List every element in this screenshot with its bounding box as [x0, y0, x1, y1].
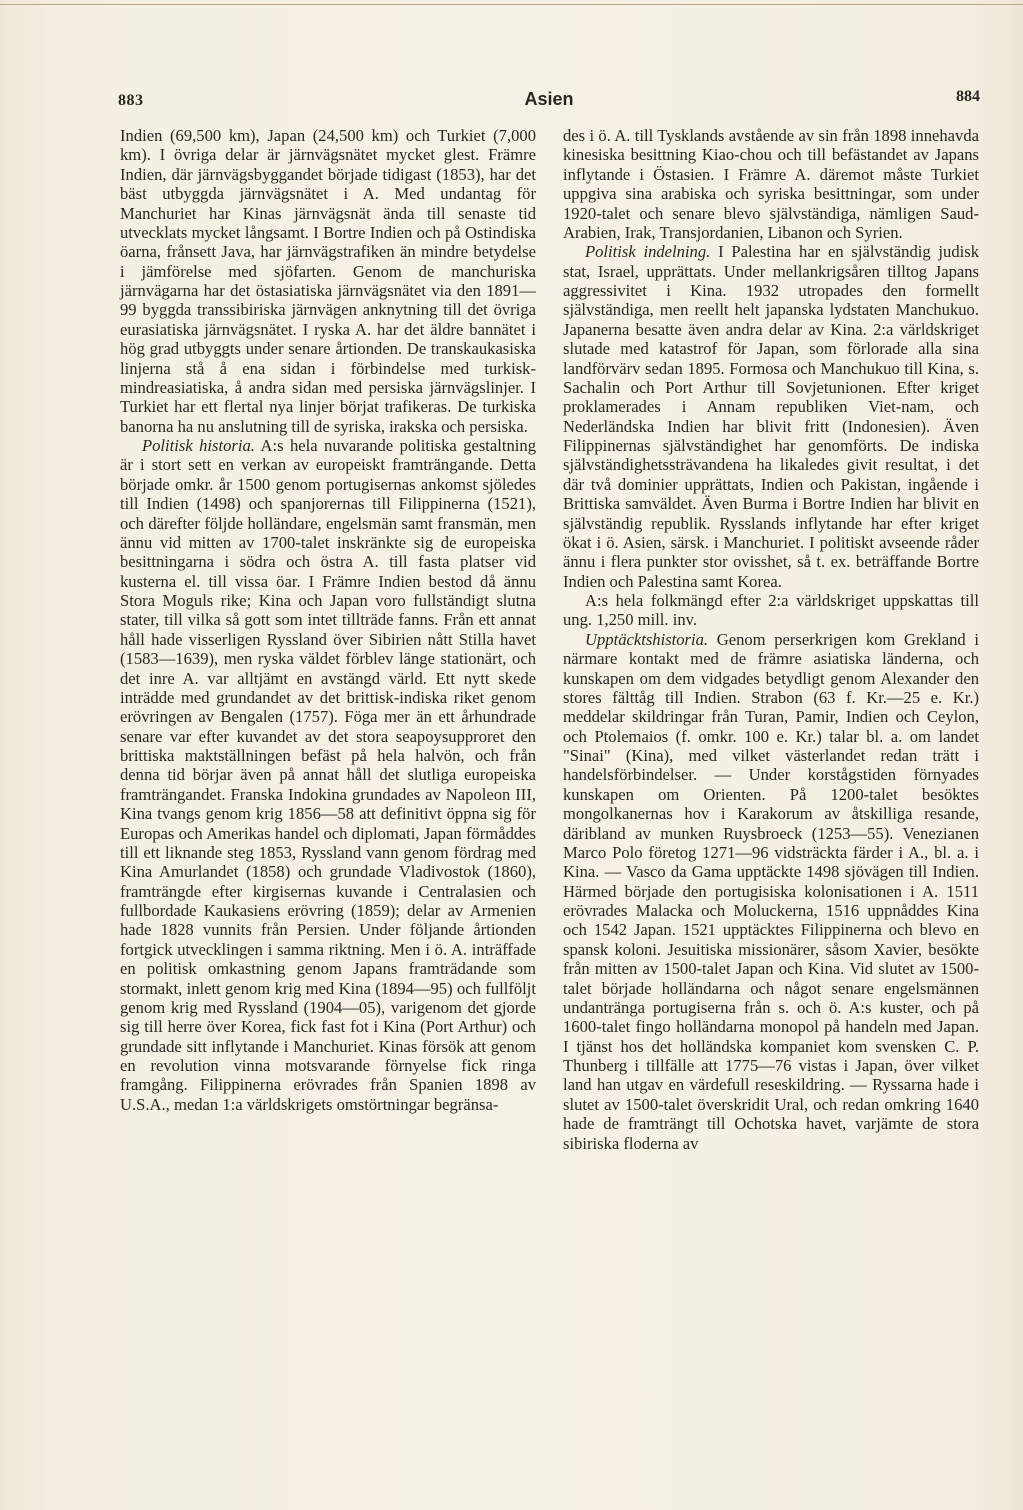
page-header	[118, 88, 980, 114]
paragraph-text: A:s hela nuvarande politiska gestaltning är i stort sett en verkan av europeiskt framträngande. Detta började omkr. år 1500 genom portugisernas ankomst sjöledes till Indien (1498) och spanjorernas till Filippinerna (1521), och därefter följde holländare, engelsmän samt fransmän, men ännu vid mitten av 1700-talet inskränkte sig de europeiska besittningarna i södra och östra A. till fasta platser vid kusterna el. till vissa öar. I Främre Indien bestod då ännu Stora Moguls rike; Kina och Japan voro fullständigt slutna stater, till vilka så gott som intet tillträde fanns. Från ett annat håll hade visserligen Ryssland över Sibirien nått Stilla havet (1583—1639), men ryska väldet förblev länge stationärt, och det inre A. var alltjämt en avstängd värld. Ett nytt skede inträdde med grundandet av det brittisk-indiska riket genom erövringen av Bengalen (1757). Föga mer än ett århundrade senare var efter kuvandet av det stora seapoysupproret den brittiska maktställningen befäst på hela halvön, och från denna tid börjar även på annat håll det slutliga europeiska framträngandet. Franska Indokina grundades av Napoleon III, Kina tvangs genom krig 1856—58 att definitivt öppna sig för Europas och Amerikas handel och diplomati, Japan förmåddes till ett liknande steg 1853, Ryssland vann genom fördrag med Kina Amurlandet (1858) och grundade Vladivostok (1860), framträngde efter kirgisernas kuvande i Centralasien och fullbordade Kaukasiens erövring (1859); delar av Armenien hade 1828 vunnits från Persien. Under följande årtionden fortgick utvecklingen i samma riktning. Men i ö. A. inträffade en politisk omkastning genom Japans framträdande som stormakt, inlett genom krig med Kina (1894—95) och fullföljt genom krig med Ryssland (1904—05), varigenom det gjorde sig till herre över Korea, fick fast fot i Kina (Port Arthur) och grundade sitt inflytande i Manchuriet. Kinas försök att genom en revolution vinna motsvarande förnyelse fick ringa framgång. Filippinerna erövrades från Spanien 1898 av U.S.A., medan 1:a världskrigets omstörtningar begränsa-	[120, 436, 537, 1114]
top-edge-line	[0, 4, 1023, 5]
paragraph: A:s hela folkmängd efter 2:a världskriget uppskattas till ung. 1,250 mill. inv.	[563, 591, 979, 630]
section-heading: Upptäcktshistoria.	[585, 629, 709, 649]
paragraph-text: Genom perserkrigen kom Grekland i närmare kontakt med de främre asiatiska länderna, och kunskapen om dem vidgades betydligt genom Alexander den stores fälttåg till Indien. Strabon (63 f. Kr.—25 e. Kr.) meddelar skildringar från Turan, Pamir, Indien och Ceylon, och Ptolemaios (f. omkr. 100 e. Kr.) talar bl. a. om landet "Sinai" (Kina), med vilket västerlandet redan trätt i handelsförbindelser. — Under korstågstiden förnyades kunskapen om Orienten. På 1200-talet besöktes mongolkanernas hov i Karakorum av åtskilliga resande, däribland av munken Ruysbroeck (1253—55). Venezianen Marco Polo företog 1271—96 vidsträckta färder i A., bl. a. i Kina. — Vasco da Gama upptäckte 1498 sjövägen till Indien. Härmed började den portugisiska kolonisationen i A. 1511 erövrades Malacka och Moluckerna, 1516 uppnåddes Kina och 1542 Japan. 1521 upptäcktes Filippinerna och blevo en spansk koloni. Jesuitiska missionärer, såsom Xavier, besökte från mitten av 1500-talet Japan och Kina. Vid slutet av 1500-talet började holländarna och något senare engelsmännen undantränga portugiserna från s. och ö. A:s kuster, och på 1600-talet fingo holländarna monopol på handeln med Japan. I tjänst hos det holländska kompaniet kom svensken C. P. Thunberg i tillfälle att 1775—76 vistas i Japan, över vilket land han utgav en värdefull reseskildring. — Ryssarna hade i slutet av 1500-talet överskridit Ural, och redan omkring 1640 hade de framträngt till Ochotska havet, varjämte de stora sibiriska floderna av	[563, 629, 979, 1153]
paragraph	[120, 436, 536, 1114]
paragraph	[563, 630, 979, 1153]
paragraph: des i ö. A. till Tysklands avstående av sin från 1898 innehavda kinesiska besittning Kiao-chou och till befästandet av Japans inflytande i Östasien. I Främre A. däremot måste Turkiet uppgiva sina arabiska och syriska besittningar, som under 1920-talet och senare blevo självständiga, nämligen Saud-Arabien, Irak, Transjordanien, Libanon och Syrien.	[563, 126, 979, 242]
paragraph-text: I Palestina har en självständig judisk stat, Israel, upprättats. Under mellankrigsåren tilltog Japans aggressivitet i Kina. 1932 utropades den formellt självständiga, men reellt helt japanska lydstaten Manchukuo. Japanerna besatte även andra delar av Kina. 2:a världskriget slutade med katastrof för Japan, som förlorade alla sina landförvärv sedan 1895. Formosa och Manchukuo till Kina, s. Sachalin och Port Arthur till Sovjetunionen. Efter kriget proklamerades i Annam republiken Viet-nam, och Nederländska Indien har blivit fritt (Indonesien). Även Filippinernas självständighet har genomförts. De indiska självständighetssträvandena ha likaledes givit resultat, i det där två dominier upprättats, Indien och Pakistan, ingående i Brittiska samväldet. Även Burma i Bortre Indien har blivit en självständig republik. Rysslands inflytande har efter kriget ökat i ö. Asien, särsk. i Manchuriet. I politiskt avseende råder ännu i flera punkter stor ovisshet, så t. ex. beträffande Bortre Indien och Palestina samt Korea.	[563, 242, 979, 591]
page-number-left: 883	[118, 92, 144, 109]
page-number-right: 884	[956, 88, 980, 105]
paragraph: Indien (69,500 km), Japan (24,500 km) och Turkiet (7,000 km). I övriga delar är järnvägsnätet mycket glest. Främre Indien, där järnvägsbyggandet började tidigast (1853), har det bäst utbyggda järnvägsnätet i A. Med undantag för Manchuriet har Kinas järnvägsnät ända till senaste tid utvecklats mycket långsamt. I Bortre Indien och på Ostindiska öarna, frånsett Java, har järnvägstrafiken än mindre betydelse i jämförelse med sjöfarten. Genom de manchuriska järnvägarna har det östasiatiska järnvägsnätet via den 1891—99 byggda transsibiriska järnvägen anknytning till det övriga eurasiatiska järnvägsnätet. I ryska A. har det äldre bannätet i hög grad utbyggts under senare årtionden. De transkaukasiska linjerna stå å ena sidan i förbindelse med turkisk-mindreasiatiska, å andra sidan med persiska järnvägslinjer. I Turkiet har ett flertal nya linjer börjat trafikeras. De turkiska banorna ha nu anslutning till de syriska, irakska och persiska.	[120, 126, 536, 436]
section-heading: Politisk indelning.	[585, 242, 711, 262]
section-heading: Politisk historia.	[142, 436, 255, 455]
right-column	[563, 126, 979, 1153]
paragraph	[563, 242, 979, 591]
running-title: Asien	[524, 89, 574, 109]
left-column	[120, 126, 536, 1114]
